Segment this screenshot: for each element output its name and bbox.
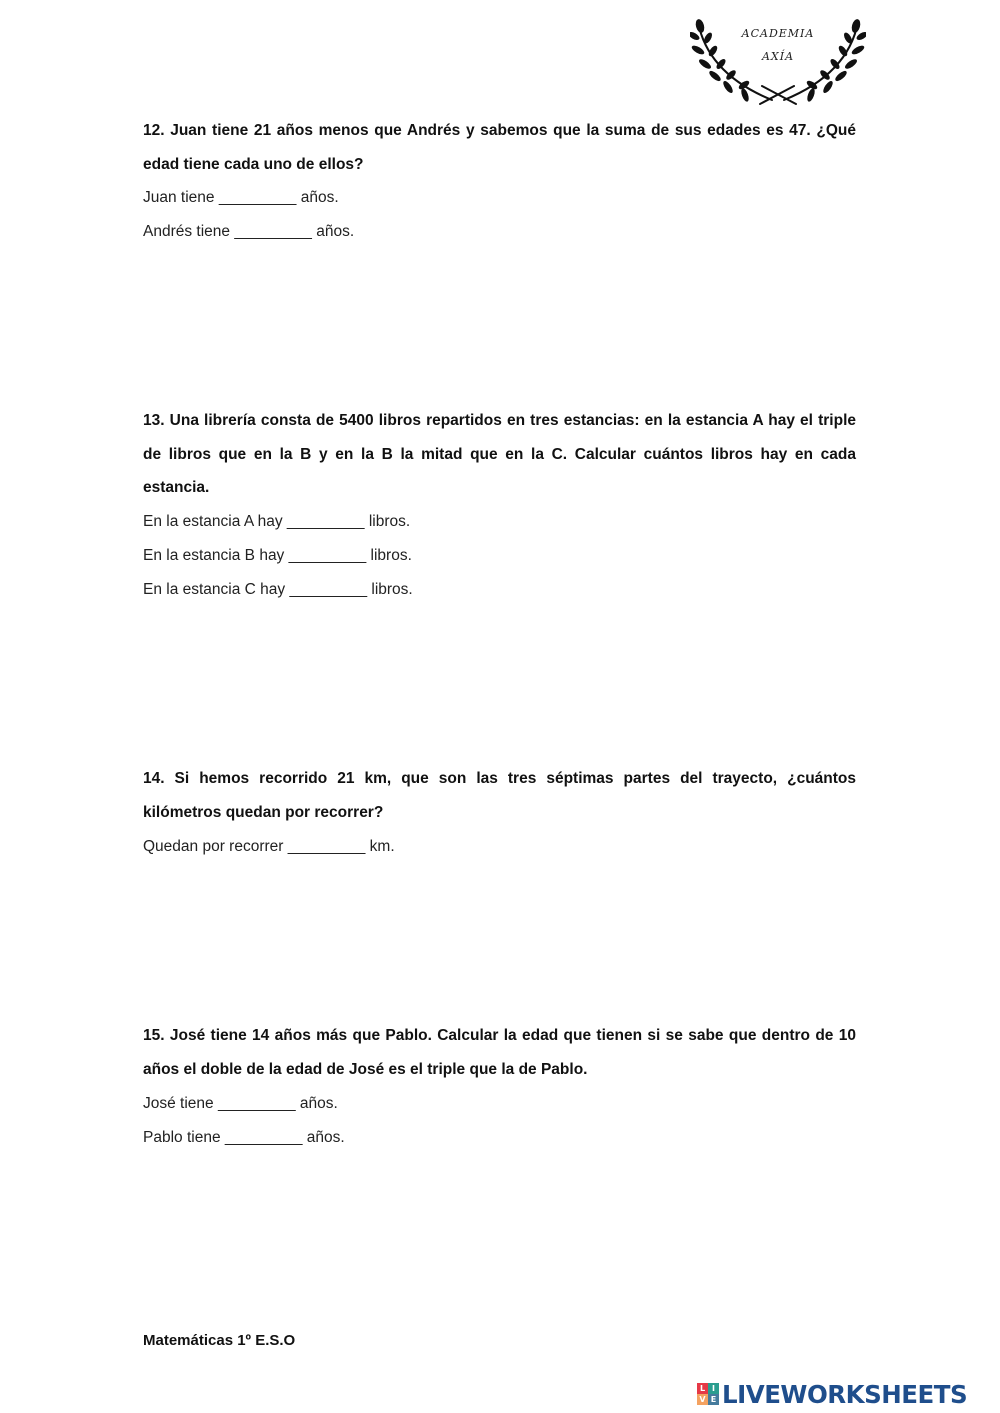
answer-blank[interactable]: _________	[218, 189, 297, 206]
answer-prefix: En la estancia B hay	[143, 547, 285, 564]
question-12: 12. Juan tiene 21 años menos que Andrés y sabemos que la suma de sus edades es 47. ¿Qué edad tiene cada uno de ellos?	[143, 122, 856, 173]
answer-line	[143, 580, 413, 600]
logo-line-1: ACADEMIA	[741, 27, 815, 40]
liveworksheets-badge-icon	[697, 1383, 719, 1405]
liveworksheets-wordmark: LIVEWORKSHEETS	[722, 1379, 968, 1409]
badge-letter: V	[697, 1394, 708, 1405]
answer-prefix: Pablo tiene	[143, 1129, 221, 1146]
answer-blank[interactable]: _________	[289, 581, 368, 598]
answer-prefix: José tiene	[143, 1095, 214, 1112]
answer-line	[143, 1128, 345, 1148]
answer-line	[143, 837, 395, 857]
answer-suffix: libros.	[368, 513, 411, 530]
answer-suffix: libros.	[371, 581, 413, 598]
badge-letter: I	[708, 1383, 719, 1394]
badge-letter: E	[708, 1394, 719, 1405]
answer-blank[interactable]: _________	[217, 1095, 296, 1112]
logo-line-2: AXÍA	[761, 50, 795, 63]
answer-suffix: años.	[299, 1095, 338, 1112]
answer-prefix: Quedan por recorrer	[143, 838, 284, 855]
answer-line	[143, 546, 412, 566]
answer-blank[interactable]: _________	[224, 1129, 303, 1146]
answer-line	[143, 1094, 338, 1114]
answer-suffix: años.	[300, 189, 339, 206]
page-footer: Matemáticas 1º E.S.O	[143, 1332, 296, 1349]
answer-prefix: En la estancia A hay	[143, 513, 283, 530]
answer-prefix: Andrés tiene	[143, 223, 231, 240]
answer-prefix: Juan tiene	[143, 189, 215, 206]
answer-line	[143, 188, 339, 208]
answer-suffix: años.	[316, 223, 355, 240]
question-13: 13. Una librería consta de 5400 libros repartidos en tres estancias: en la estancia A hay el triple de libros que en la B y en la B la mitad que en la C. Calcular cuántos libros hay en cada estancia.	[143, 412, 856, 496]
badge-letter: L	[697, 1383, 708, 1394]
answer-blank[interactable]: _________	[234, 223, 312, 240]
answer-suffix: libros.	[370, 547, 412, 564]
answer-suffix: km.	[369, 838, 395, 855]
answer-blank[interactable]: _________	[287, 838, 366, 855]
answer-line	[143, 512, 410, 532]
answer-suffix: años.	[306, 1129, 345, 1146]
answer-prefix: En la estancia C hay	[143, 581, 286, 598]
academia-axia-logo	[690, 14, 866, 106]
answer-blank[interactable]: _________	[288, 547, 367, 564]
answer-blank[interactable]: _________	[286, 513, 365, 530]
liveworksheets-logo[interactable]	[697, 1377, 967, 1411]
question-14: 14. Si hemos recorrido 21 km, que son las tres séptimas partes del trayecto, ¿cuántos kilómetros quedan por recorrer?	[143, 770, 856, 821]
question-15: 15. José tiene 14 años más que Pablo. Calcular la edad que tienen si se sabe que dentro de 10 años el doble de la edad de José es el triple que la de Pablo.	[143, 1027, 856, 1078]
answer-line	[143, 222, 354, 242]
